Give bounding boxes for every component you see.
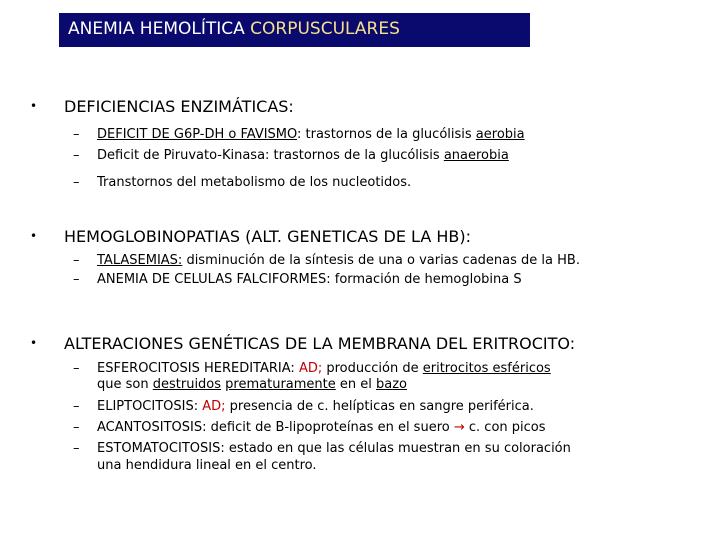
section-heading-hemoglobinopatias: • HEMOGLOBINOPATIAS (ALT. GENETICAS DE LA HB): bbox=[30, 227, 471, 246]
title-accent: CORPUSCULARES bbox=[250, 19, 400, 39]
list-item: – ELIPTOCITOSIS: AD; presencia de c. helípticas en sangre periférica. bbox=[73, 399, 534, 414]
bullet-icon: • bbox=[30, 336, 38, 350]
bullet-icon: • bbox=[30, 229, 38, 243]
slide-title bbox=[59, 13, 530, 47]
list-item: – TALASEMIAS: disminución de la síntesis de una o varias cadenas de la HB. bbox=[73, 253, 580, 268]
dash-icon: – bbox=[73, 175, 80, 190]
arrow-right-icon: → bbox=[453, 420, 465, 435]
list-item: – DEFICIT DE G6P-DH o FAVISMO: trastornos de la glucólisis aerobia bbox=[73, 127, 525, 142]
list-item: – Transtornos del metabolismo de los nucleotidos. bbox=[73, 175, 412, 190]
dash-icon: – bbox=[73, 127, 80, 142]
dash-icon: – bbox=[73, 361, 80, 376]
list-item-continuation: que son destruidos prematuramente en el bazo bbox=[97, 377, 408, 392]
section-heading-enzimaticas: • DEFICIENCIAS ENZIMÁTICAS: bbox=[30, 97, 294, 116]
dash-icon: – bbox=[73, 148, 80, 163]
bullet-icon: • bbox=[30, 99, 38, 113]
title-main: ANEMIA HEMOLÍTICA bbox=[68, 19, 251, 39]
list-item: – ESTOMATOCITOSIS: estado en que las células muestran en su coloración una hendidura lineal en el centro. bbox=[73, 441, 571, 473]
list-item-continuation: una hendidura lineal en el centro. bbox=[97, 458, 317, 473]
dash-icon: – bbox=[73, 441, 80, 456]
dash-icon: – bbox=[73, 253, 80, 268]
dash-icon: – bbox=[73, 399, 80, 414]
list-item: – ANEMIA DE CELULAS FALCIFORMES: formación de hemoglobina S bbox=[73, 272, 522, 287]
list-item: – ESFEROCITOSIS HEREDITARIA: AD; producción de eritrocitos esféricos que son destruidos prematuramente en el bazo bbox=[73, 361, 551, 392]
section-heading-membrana: • ALTERACIONES GENÉTICAS DE LA MEMBRANA DEL ERITROCITO: bbox=[30, 334, 576, 353]
dash-icon: – bbox=[73, 420, 80, 435]
dash-icon: – bbox=[73, 272, 80, 287]
list-item: – ACANTOSITOSIS: deficit de B-lipoproteínas en el suero → c. con picos bbox=[73, 420, 546, 435]
list-item: – Deficit de Piruvato-Kinasa: trastornos de la glucólisis anaerobia bbox=[73, 148, 509, 163]
